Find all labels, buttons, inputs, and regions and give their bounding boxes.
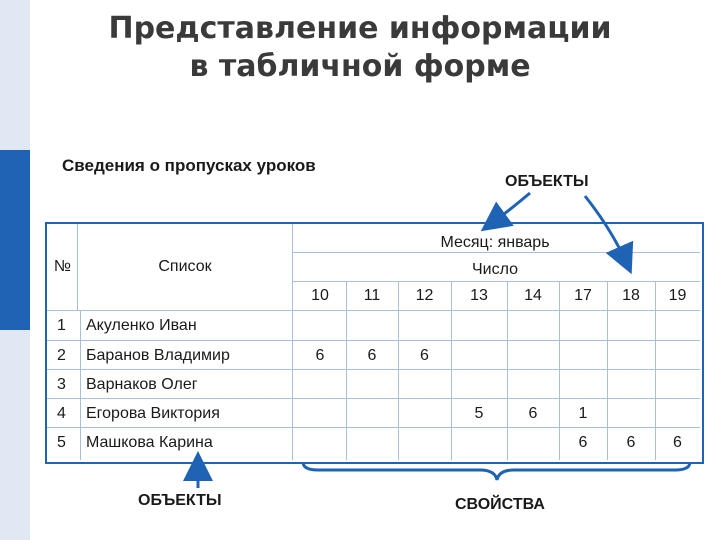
student-name: Машкова Карина — [86, 434, 213, 451]
table-caption: Сведения о пропусках уроков — [62, 156, 316, 175]
absence-cell: 6 — [367, 347, 377, 364]
student-name: Акуленко Иван — [86, 317, 197, 334]
absence-cell: 6 — [673, 434, 682, 451]
absence-cell: 5 — [474, 405, 484, 422]
properties-label: СВОЙСТВА — [455, 496, 545, 513]
header-day: Число — [471, 261, 518, 278]
row-number: 1 — [57, 317, 66, 334]
absence-cell: 6 — [420, 347, 429, 364]
title-line-1: Представление информации — [108, 11, 612, 46]
header-number: № — [53, 258, 72, 275]
day-header: 11 — [363, 287, 381, 304]
title-line-2: в табличной форме — [189, 49, 531, 84]
header-list: Список — [158, 258, 212, 275]
absence-cell: 6 — [578, 434, 588, 451]
student-name: Егорова Виктория — [86, 405, 220, 422]
row-number: 4 — [57, 405, 66, 422]
absence-cell: 6 — [528, 405, 538, 422]
absence-cell: 1 — [578, 405, 588, 422]
day-header: 17 — [574, 287, 592, 304]
absence-cell: 6 — [315, 347, 325, 364]
day-header: 10 — [311, 287, 329, 304]
arrow-to-day — [585, 196, 628, 266]
day-header: 19 — [668, 287, 687, 304]
row-number: 5 — [57, 434, 66, 451]
row-number: 3 — [57, 376, 66, 393]
student-name: Баранов Владимир — [86, 347, 230, 364]
properties-brace — [303, 462, 690, 480]
day-header: 14 — [524, 287, 542, 304]
arrow-to-month — [488, 193, 530, 226]
day-header: 18 — [622, 287, 640, 304]
day-header: 13 — [470, 287, 488, 304]
day-header: 12 — [415, 287, 434, 304]
student-name: Варнаков Олег — [86, 376, 198, 393]
row-number: 2 — [57, 347, 66, 364]
absence-cell: 6 — [626, 434, 636, 451]
objects-label-bottom: ОБЪЕКТЫ — [138, 492, 222, 509]
objects-label-top: ОБЪЕКТЫ — [505, 173, 589, 190]
header-month: Месяц: январь — [440, 234, 550, 251]
